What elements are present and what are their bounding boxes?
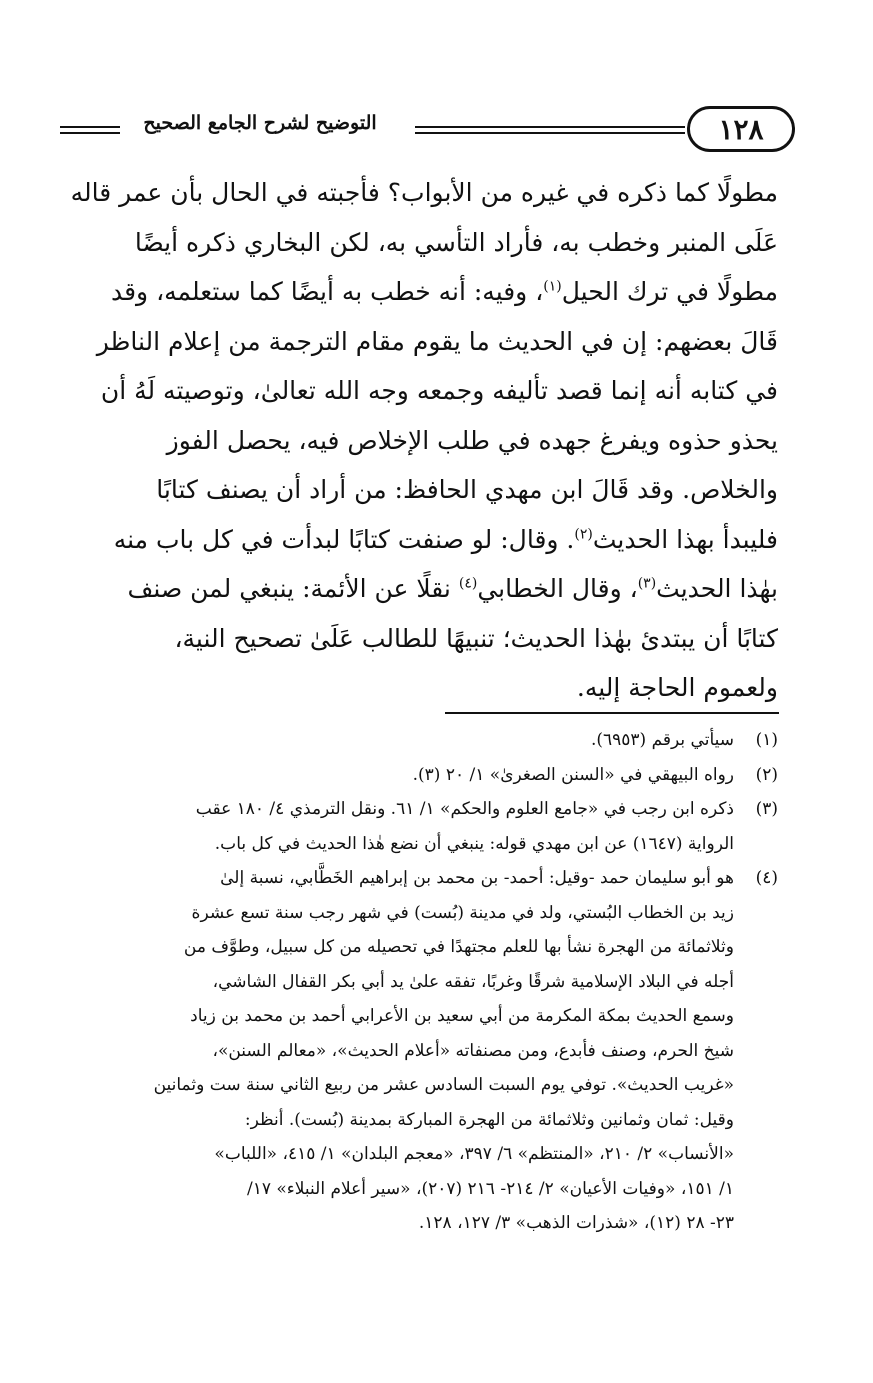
footnote-ref-2[interactable]: (٢) xyxy=(574,526,593,543)
footnote-ref-4[interactable]: (٤) xyxy=(458,575,478,592)
footnote-number: (٢) xyxy=(755,764,778,785)
text-line: كتابًا أن يبتدئ بهٰذا الحديث؛ تنبيهًا للطالب عَلَىٰ تصحيح النية، xyxy=(174,623,778,653)
footnote-line: سيأتي برقم (٦٩٥٣). xyxy=(590,730,734,750)
footnote-ref-3[interactable]: (٣) xyxy=(637,575,657,592)
footnote-number: (٣) xyxy=(755,799,778,819)
text-line: في كتابه أنه إنما قصد تأليفه وجمعه وجه الله تعالىٰ، وتوصيته لَهُ أن xyxy=(100,376,778,405)
text-segment: مطولًا في ترك الحيل xyxy=(561,277,778,306)
text-line: والخلاص. وقد قَالَ ابن مهدي الحافظ: من أراد أن يصنف كتابًا xyxy=(156,475,778,504)
footnote-line: «غريب الحديث». توفي يوم السبت السادس عشر من ربيع الثاني سنة ست وثمانين xyxy=(153,1075,734,1095)
header-rule xyxy=(60,126,120,128)
page-number: ١٢٨ xyxy=(687,106,795,152)
footnote-line: «الأنساب» ٢/ ٢١٠، «المنتظم» ٦/ ٣٩٧، «معجم البلدان» ١/ ٤١٥، «اللباب» xyxy=(214,1144,734,1164)
footnote-line: رواه البيهقي في «السنن الصغرىٰ» ١/ ٢٠ (٣). xyxy=(412,764,734,785)
text-segment: فليبدأ بهذا الحديث xyxy=(592,524,778,554)
text-line: قَالَ بعضهم: إن في الحديث ما يقوم مقام الترجمة من إعلام الناظر xyxy=(96,326,778,356)
header-rule xyxy=(60,132,120,134)
footnote-4 xyxy=(62,861,778,1241)
page-header xyxy=(60,98,795,160)
text-line: يحذو حذوه ويفرغ جهده في طلب الإخلاص فيه، يحصل الفوز xyxy=(166,425,778,455)
footnote-line: ذكره ابن رجب في «جامع العلوم والحكم» ١/ ٦١. ونقل الترمذي ٤/ ١٨٠ عقب xyxy=(195,799,734,819)
text-segment: ، وقال الخطابي xyxy=(477,574,638,603)
footnote-line: زيد بن الخطاب البُستي، ولد في مدينة (بُست) في شهر رجب سنة تسع عشرة xyxy=(191,902,734,923)
footnote-ref-1[interactable]: (١) xyxy=(543,278,562,295)
footnote-line: الرواية (١٦٤٧) عن ابن مهدي قوله: ينبغي أن نضع هٰذا الحديث في كل باب. xyxy=(214,833,734,854)
main-text xyxy=(62,168,778,713)
text-line xyxy=(62,515,778,565)
text-segment: . وقال: لو صنفت كتابًا لبدأت في كل باب منه xyxy=(113,524,575,554)
text-line: مطولًا كما ذكره في غيره من الأبواب؟ فأجبته في الحال بأن عمر قاله xyxy=(70,178,778,207)
text-line xyxy=(62,267,778,317)
running-title: التوضيح لشرح الجامع الصحيح xyxy=(143,112,377,134)
text-segment: ، وفيه: أنه خطب به أيضًا كما ستعلمه، وقد xyxy=(110,277,544,306)
footnote-line: ١/ ١٥١، «وفيات الأعيان» ٢/ ٢١٤- ٢١٦ (٢٠٧)، «سير أعلام النبلاء» ١٧/ xyxy=(246,1178,734,1199)
footnote-1 xyxy=(62,723,778,758)
footnote-line: شيخ الحرم، وصنف فأبدع، ومن مصنفاته «أعلام الحديث»، «معالم السنن»، xyxy=(212,1040,734,1061)
text-segment: نقلًا عن الأئمة: ينبغي لمن صنف xyxy=(127,574,459,603)
header-rule xyxy=(415,132,685,134)
footnote-separator xyxy=(445,712,779,714)
footnote-line: وسمع الحديث بمكة المكرمة من أبي سعيد بن الأعرابي أحمد بن محمد بن زياد xyxy=(190,1006,734,1026)
footnote-3 xyxy=(62,792,778,861)
text-line xyxy=(62,564,778,614)
footnote-line: هو أبو سليمان حمد -وقيل: أحمد- بن محمد بن إبراهيم الخَطَّابي، نسبة إلىٰ xyxy=(220,868,734,888)
text-line: ولعموم الحاجة إليه. xyxy=(576,673,778,702)
footnote-2 xyxy=(62,758,778,793)
footnote-line: وقيل: ثمان وثمانين وثلاثمائة من الهجرة المباركة بمدينة (بُست). أنظر: xyxy=(244,1109,734,1130)
footnote-number: (٤) xyxy=(755,868,778,888)
text-segment: بهٰذا الحديث xyxy=(656,574,778,603)
footnote-line: وثلاثمائة من الهجرة نشأ بها للعلم مجتهدًا في تحصيله من كل سبيل، وطوَّف من xyxy=(183,937,734,957)
footnote-line: أجله في البلاد الإسلامية شرقًا وغربًا، تفقه علىٰ يد أبي بكر القفال الشاشي، xyxy=(212,971,734,992)
footnote-line: ٢٣- ٢٨ (١٢)، «شذرات الذهب» ٣/ ١٢٧، ١٢٨. xyxy=(418,1213,734,1233)
footnotes xyxy=(62,723,778,1241)
text-line: عَلَى المنبر وخطب به، فأراد التأسي به، لكن البخاري ذكره أيضًا xyxy=(134,227,778,257)
header-rule xyxy=(415,126,685,128)
footnote-number: (١) xyxy=(755,730,778,750)
